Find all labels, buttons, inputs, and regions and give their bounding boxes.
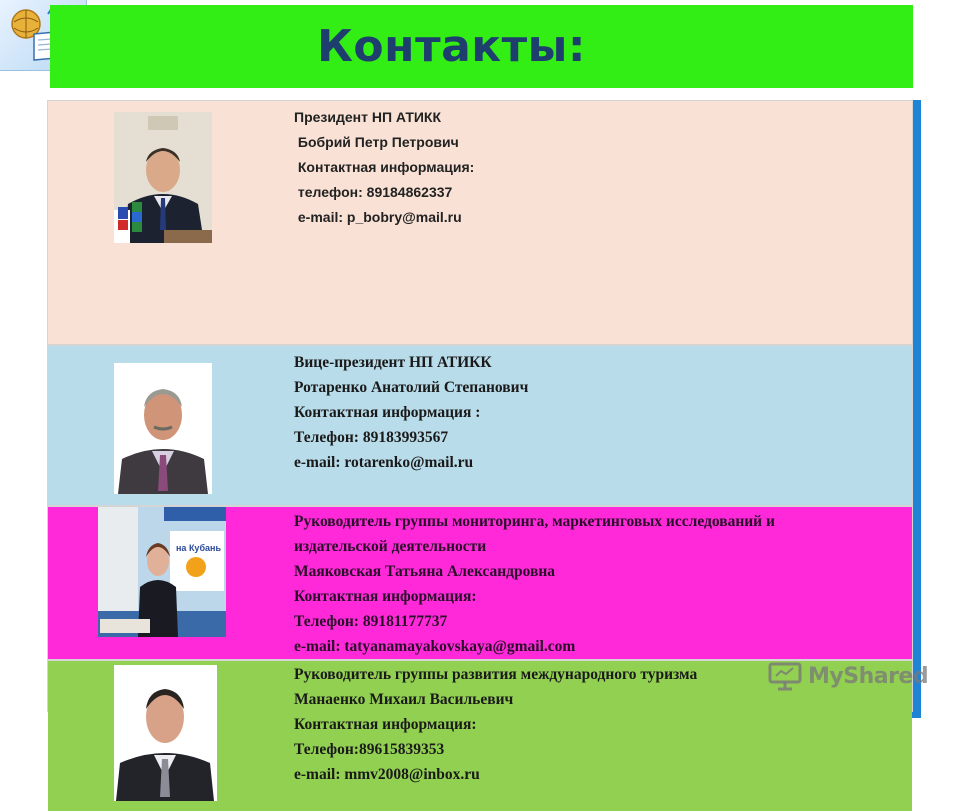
contact-line: Маяковская Татьяна Александровна bbox=[294, 563, 555, 580]
photo-cell bbox=[48, 346, 286, 505]
watermark bbox=[768, 656, 928, 696]
contact-info-monitoring-lead bbox=[288, 507, 912, 659]
contact-line: Контактная информация : bbox=[294, 404, 481, 421]
contact-line: Контактная информация: bbox=[294, 159, 475, 175]
contact-info-vice-president bbox=[288, 346, 912, 505]
contact-photo-monitoring-lead bbox=[98, 507, 226, 637]
contact-line: Телефон:89615839353 bbox=[294, 741, 445, 758]
contact-line: Бобрий Петр Петрович bbox=[294, 134, 459, 150]
contact-line: Контактная информация: bbox=[294, 716, 477, 733]
contact-line: Руководитель группы мониторинга, маркетинговых исследований и bbox=[294, 513, 775, 530]
contact-line: Контактная информация: bbox=[294, 588, 477, 605]
contact-line: телефон: 89184862337 bbox=[294, 184, 453, 200]
contact-line: издательской деятельности bbox=[294, 538, 487, 555]
frame-accent-right bbox=[913, 100, 921, 712]
contact-row-president bbox=[48, 101, 912, 344]
contact-email[interactable]: e-mail: mmv2008@inbox.ru bbox=[294, 766, 480, 783]
contact-email[interactable]: e-mail: p_bobry@mail.ru bbox=[294, 209, 462, 225]
photo-cell bbox=[48, 101, 286, 344]
svg-text:на Кубань: на Кубань bbox=[176, 543, 221, 553]
photo-cell bbox=[48, 507, 286, 659]
contact-row-monitoring-lead bbox=[48, 507, 912, 659]
presentation-board-icon bbox=[768, 661, 802, 691]
contact-photo-president bbox=[114, 112, 212, 243]
contacts-table bbox=[47, 100, 913, 783]
contact-line: Президент НП АТИКК bbox=[294, 109, 442, 125]
contact-line: Руководитель группы развития международного туризма bbox=[294, 666, 698, 683]
watermark-text: MyShared bbox=[808, 663, 929, 689]
contact-line: Манаенко Михаил Васильевич bbox=[294, 691, 514, 708]
photo-cell bbox=[48, 661, 286, 811]
contact-photo-vice-president bbox=[114, 363, 212, 494]
contact-photo-tourism-lead bbox=[114, 665, 217, 801]
contact-email[interactable]: e-mail: rotarenko@mail.ru bbox=[294, 454, 474, 471]
contact-row-vice-president bbox=[48, 346, 912, 505]
title-bar bbox=[50, 5, 913, 88]
contact-email[interactable]: e-mail: tatyanamayakovskaya@gmail.com bbox=[294, 638, 576, 655]
contact-info-president bbox=[288, 101, 912, 344]
contact-line: Телефон: 89181177737 bbox=[294, 613, 448, 630]
contact-line: Вице-президент НП АТИКК bbox=[294, 354, 492, 371]
page-title: Контакты: bbox=[316, 21, 587, 72]
contact-line: Ротаренко Анатолий Степанович bbox=[294, 379, 529, 396]
contact-line: Телефон: 89183993567 bbox=[294, 429, 449, 446]
